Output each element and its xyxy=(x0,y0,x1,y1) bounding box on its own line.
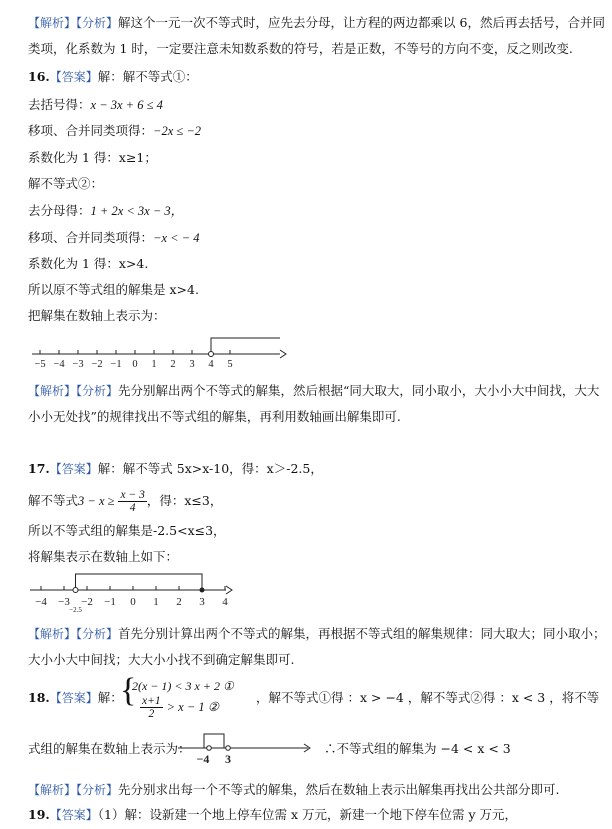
analysis-tag: 【解析】 xyxy=(28,384,77,398)
answer-tag: 【答案】 xyxy=(49,808,98,822)
q18-lead xyxy=(28,689,123,707)
answer-tag: 【答案】 xyxy=(49,70,98,84)
text-line: 系数化为 1 得：x>4. xyxy=(28,256,149,271)
text: 首先分别计算出两个不等式的解集，再根据不等式组的解集规律：同大取大；同小取小； xyxy=(118,626,606,641)
math: −2x ≤ −2 xyxy=(153,124,202,138)
math: 1 + 2x < 3x − 3， xyxy=(90,204,184,218)
open-point xyxy=(207,746,212,751)
axis-label: −4 xyxy=(196,752,210,766)
open-point xyxy=(226,746,231,751)
text: ，得：x≤3， xyxy=(146,493,223,508)
fenxi-tag: 【分析】 xyxy=(76,384,119,398)
tick-label: −1 xyxy=(110,359,122,370)
text-line: 系数化为 1 得：x≥1； xyxy=(28,150,157,165)
inequality-2 xyxy=(140,695,219,720)
tick-label: 1 xyxy=(153,596,159,608)
question-number: 16. xyxy=(28,69,50,84)
text: 先分别求出每一个不等式的解集，然后在数轴上表示出解集再找出公共部分即可. xyxy=(118,782,560,797)
tick-label: 4 xyxy=(208,359,214,370)
math: −x < − 4 xyxy=(153,231,200,245)
number-line-q16 xyxy=(28,334,308,374)
tick-label: −4 xyxy=(53,359,65,370)
tick-label: −2 xyxy=(91,359,103,370)
fenxi-tag: 【分析】 xyxy=(76,16,119,30)
question-number: 17. xyxy=(28,461,50,476)
math: x − 3x + 6 ≤ 4 xyxy=(90,98,163,112)
analysis-paragraph-16 xyxy=(28,382,599,400)
q19-header xyxy=(28,806,517,824)
fraction xyxy=(140,695,163,720)
analysis-paragraph-17 xyxy=(28,625,606,643)
open-point xyxy=(209,352,214,357)
q16-header xyxy=(28,68,198,86)
label: 去分母得： xyxy=(28,203,91,218)
text-line: 大小小大中间找；大大小小找不到确定解集即可. xyxy=(28,652,295,667)
tick-label: 2 xyxy=(170,359,176,370)
text-line: 类项，化系数为 1 时，一定要注意未知数系数的符号，若是正数，不等号的方向不变，反之则改变. xyxy=(28,41,573,56)
numerator: x+1 xyxy=(142,695,161,707)
question-number: 18. xyxy=(28,690,50,705)
closed-point xyxy=(200,588,205,593)
fenxi-tag: 【分析】 xyxy=(76,627,119,641)
text-line: 所以不等式组的解集是-2.5<x≤3， xyxy=(28,523,226,538)
solution-ray xyxy=(211,338,280,352)
tick-label: 3 xyxy=(189,359,195,370)
denominator: 2 xyxy=(148,708,155,720)
answer-tag: 【答案】 xyxy=(49,691,98,705)
tick-label: 0 xyxy=(132,359,138,370)
math: > x − 1 ② xyxy=(166,700,219,714)
answer-tag: 【答案】 xyxy=(49,462,98,476)
brace: { xyxy=(120,672,137,709)
tick-label: −4 xyxy=(35,596,47,608)
text: 先分别解出两个不等式的解集，然后根据“同大取大，同小取小，大小小大中间找，大大 xyxy=(118,383,600,398)
text-line xyxy=(28,486,222,516)
text-line: 小小无处找”的规律找出不等式组的解集，再利用数轴画出解集即可. xyxy=(28,409,401,424)
solution-bracket xyxy=(76,574,203,590)
text-line xyxy=(28,96,163,114)
text-line: 把解集在数轴上表示为： xyxy=(28,308,166,323)
q17-header xyxy=(28,460,323,478)
fenxi-tag: 【分析】 xyxy=(76,783,119,797)
analysis-tag: 【解析】 xyxy=(28,783,77,797)
tick-label: 2 xyxy=(176,596,182,608)
tick-label: 5 xyxy=(227,359,233,370)
text: 解这个一元一次不等式时，应先去分母，让方程的两边都乘以 6，然后再去括号，合并同 xyxy=(118,15,605,30)
axis-arrow xyxy=(226,586,232,594)
question-number: 19. xyxy=(28,807,50,822)
analysis-paragraph-15 xyxy=(28,14,605,32)
text-line: 解不等式②： xyxy=(28,176,104,191)
text-line xyxy=(28,229,200,247)
text-line: 式组的解集在数轴上表示为： xyxy=(28,741,191,756)
tick-label: −2 xyxy=(81,596,93,608)
tick-label: 3 xyxy=(199,596,205,608)
math: 3 − x ≥ xyxy=(78,494,115,508)
label: 解不等式 xyxy=(28,493,79,508)
text: 解：解不等式 5x>x-10，得：x＞-2.5， xyxy=(97,461,323,476)
text: 解： xyxy=(97,690,123,705)
analysis-tag: 【解析】 xyxy=(28,627,77,641)
fraction xyxy=(118,489,146,514)
denominator: 4 xyxy=(129,502,136,514)
text-line: 将解集表示在数轴上如下： xyxy=(28,549,179,564)
analysis-tag: 【解析】 xyxy=(28,16,77,30)
tick-label: 0 xyxy=(130,596,136,608)
tick-label: 4 xyxy=(222,596,228,608)
sub-label: −2.5 xyxy=(69,606,82,614)
analysis-paragraph-18 xyxy=(28,781,560,799)
label: 移项、合并同类项得： xyxy=(28,230,154,245)
numerator: x − 3 xyxy=(120,489,145,501)
text-line xyxy=(28,202,183,220)
tick-label: −5 xyxy=(34,359,46,370)
number-line-q17 xyxy=(28,570,248,618)
solution-bracket xyxy=(204,734,224,748)
tick-label: −3 xyxy=(72,359,84,370)
text-line: 所以原不等式组的解集是 x>4. xyxy=(28,282,199,297)
axis-arrow xyxy=(280,350,286,358)
text: ，解不等式①得 ：x > −4 ，解不等式②得 ：x < 3 ，将不等 xyxy=(256,690,600,705)
inequality-1: 2(x − 1) < 3 x + 2 ① xyxy=(132,679,234,693)
tick-label: 1 xyxy=(151,359,157,370)
label: 移项、合并同类项得： xyxy=(28,123,154,138)
solution-text: ∴不等式组的解集为 −4 < x < 3 xyxy=(324,741,511,756)
tick-label: −3 xyxy=(58,596,70,608)
open-point xyxy=(73,588,78,593)
text: 解：解不等式①： xyxy=(97,69,198,84)
tick-label: −1 xyxy=(104,596,116,608)
axis-label: 3 xyxy=(225,752,231,766)
label: 去括号得： xyxy=(28,97,91,112)
text: （1）解：设新建一个地上停车位需 x 万元，新建一个地下停车位需 y 万元， xyxy=(97,807,517,822)
text-line xyxy=(28,122,201,140)
number-line-q18 xyxy=(176,728,316,766)
